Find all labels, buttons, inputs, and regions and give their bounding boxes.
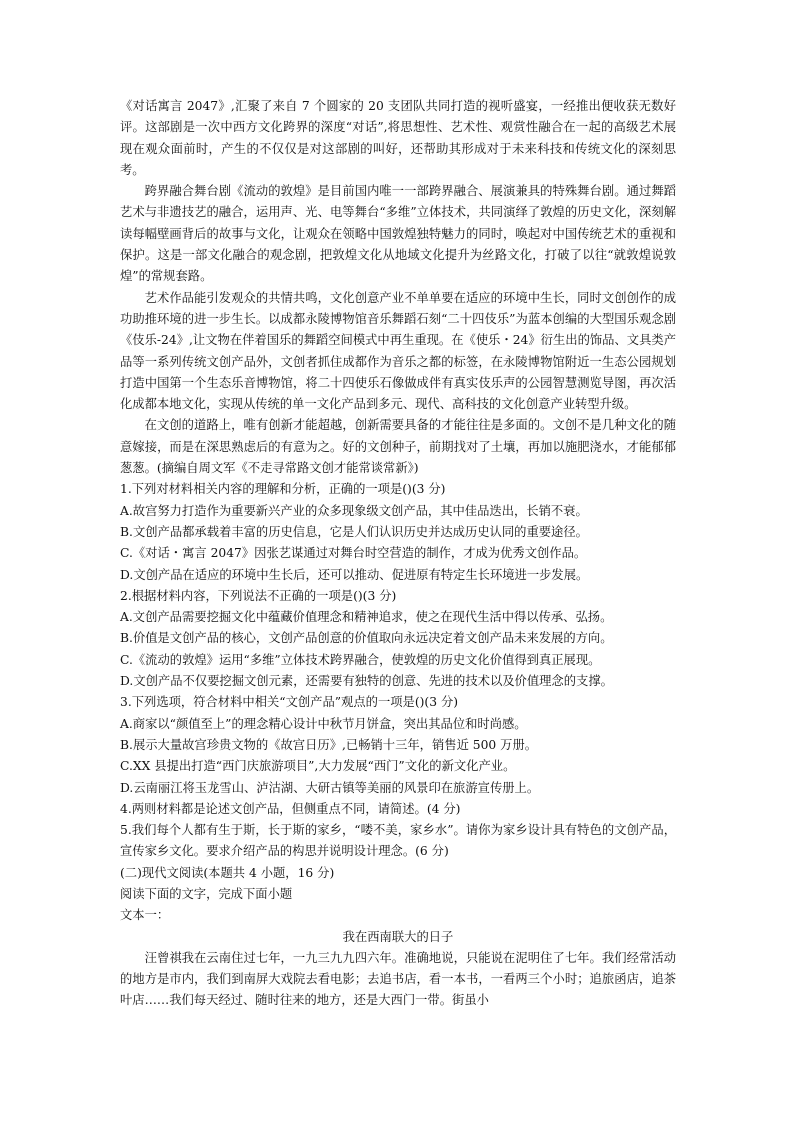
question-2-option-d: D.文创产品不仅要挖掘文创元素，还需要有独特的创意、先进的技术以及价值理念的支撑。 bbox=[120, 674, 613, 689]
question-3-option-c: C.XX 县提出打造“西门庆旅游项目”,大力发展“西门”文化的新文化产业。 bbox=[120, 759, 516, 774]
section-instruction: 阅读下面的文字，完成下面小题 bbox=[120, 886, 293, 901]
document-page bbox=[120, 96, 676, 1012]
section-heading: (二)现代文阅读(本题共 4 小题，16 分) bbox=[120, 865, 335, 880]
question-1-option-b: B.文创产品都承载着丰富的历史信息，它是人们认识历史并达成历史认同的重要途径。 bbox=[120, 524, 588, 539]
paragraph-3: 艺术作品能引发观众的共情共鸣，文化创意产业不单单要在适应的环境中生长，同时文创创作的成功助推环境的进一步生长。以成都永陵博物馆音乐舞蹈石刻“二十四伎乐”为蓝本创编的大型国乐观念剧《伎乐-24》,让文物在伴着国乐的舞蹈空间模式中再生重现。在《使乐・24》衍生出的饰品、文具类产品等一系列传统文创产品外，文创者抓住成都作为音乐之都的标签，在永陵博物馆附近一生态公园规划打造中国第一个生态乐音博物馆，将二十四使乐石像做成伴有真实伎乐声的公园智慧测览导图，再次活化成都本地文化，实现从传统的单一文化产品到多元、现代、高科技的文化创意产业转型升级。 bbox=[120, 290, 676, 412]
question-3-option-d: D.云南丽江将玉龙雪山、泸沽湖、大研古镇等美丽的风景印在旅游宣传册上。 bbox=[120, 780, 540, 795]
question-5: 5.我们每个人都有生于斯，长于斯的家乡，“喽不美，家乡水”。请你为家乡设计具有特色的文创产品，宣传家乡文化。要求介绍产品的构思并说明设计理念。(6 分) bbox=[120, 823, 676, 859]
paragraph-2: 跨界融合舞台剧《流动的敦煌》是目前国内唯一一部跨界融合、展演兼具的特殊舞台剧。通过舞蹈艺术与非遗技艺的融合，运用声、光、电等舞台“多维”立体技术，共同演绎了敦煌的历史文化，深刻解读每幅壁画背后的故事与文化，让观众在领略中国敦煌独特魅力的同时，唤起对中国传统艺术的重视和保护。这是一部文化融合的观念剧，把敦煌文化从地域文化提升为丝路文化，打破了以往“就敦煌说敦煌”的常规套路。 bbox=[120, 184, 676, 284]
question-2-option-a: A.文创产品需要挖掘文化中蕴藏价值理念和精神追求，使之在现代生活中得以传承、弘扬。 bbox=[120, 610, 613, 625]
paragraph-4: 在文创的道路上，唯有创新才能超越，创新需要具备的才能往往是多面的。文创不是几种文化的随意嫁接，而是在深思熟虑后的有意为之。好的文创种子，前期找对了土壤，再加以施肥浇水，才能郁郁葱葱。(摘编自周文军《不走寻常路文创才能常谈常新》) bbox=[120, 418, 676, 476]
question-1: 1.下列对材料相关内容的理解和分析，正确的一项是()(3 分) bbox=[120, 482, 446, 497]
paragraph-1: 《对话寓言 2047》,汇聚了来自 7 个圆家的 20 支团队共同打造的视听盛宴，一经推出便收获无数好评。这部剧是一次中西方文化跨界的深度“对话”,将思想性、艺术性、观赏性融合在一起的高级艺术展现在观众面前时，产生的不仅仅是对这部剧的叫好，还帮助其形成对于未来科技和传统文化的深刻思考。 bbox=[120, 99, 676, 177]
question-1-option-a: A.故宫努力打造作为重要新兴产业的众多现象级文创产品，其中佳品迭出，长销不衰。 bbox=[120, 503, 588, 518]
question-4: 4.两则材料都是论述文创产品，但侧重点不同，请简述。(4 分) bbox=[120, 801, 461, 816]
question-2: 2.根据材料内容，下列说法不正确的一项是()(3 分) bbox=[120, 588, 397, 603]
question-3-option-a: A.商家以“颜值至上”的理念精心设计中秋节月饼盒，突出其品位和时尚感。 bbox=[120, 716, 527, 731]
article-title: 我在西南联大的日子 bbox=[342, 929, 454, 944]
question-1-option-d: D.文创产品在适应的环境中生长后，还可以推动、促进原有特定生长环境进一步发展。 bbox=[120, 567, 589, 582]
article-body: 汪曾祺我在云南住过七年，一九三九九四六年。准确地说，只能说在泥明住了七年。我们经常活动的地方是市内，我们到南屏大戏院去看电影；去追书店，看一本书，一看两三个小时；追旅函店，追茶叶店……我们每天经过、随时往来的地方，还是大西门一带。街虽小 bbox=[120, 950, 676, 1008]
question-2-option-c: C.《流动的敦煌》运用“多维”立体技术跨界融合，使敦煌的历史文化价值得到真正展现。 bbox=[120, 652, 601, 667]
question-3: 3.下列选项，符合材料中相关“文创产品”观点的一项是()(3 分) bbox=[120, 695, 459, 710]
question-2-option-b: B.价值是文创产品的核心，文创产品创意的价值取向永远决定着文创产品未来发展的方向。 bbox=[120, 631, 613, 646]
question-3-option-b: B.展示大量故宫珍贵文物的《故宫日历》,已畅销十三年，销售近 500 万册。 bbox=[120, 737, 538, 752]
question-1-option-c: C.《对话・寓言 2047》因张艺谋通过对舞台时空营造的制作，才成为优秀文创作品。 bbox=[120, 546, 587, 561]
text-label: 文本一： bbox=[120, 908, 170, 923]
